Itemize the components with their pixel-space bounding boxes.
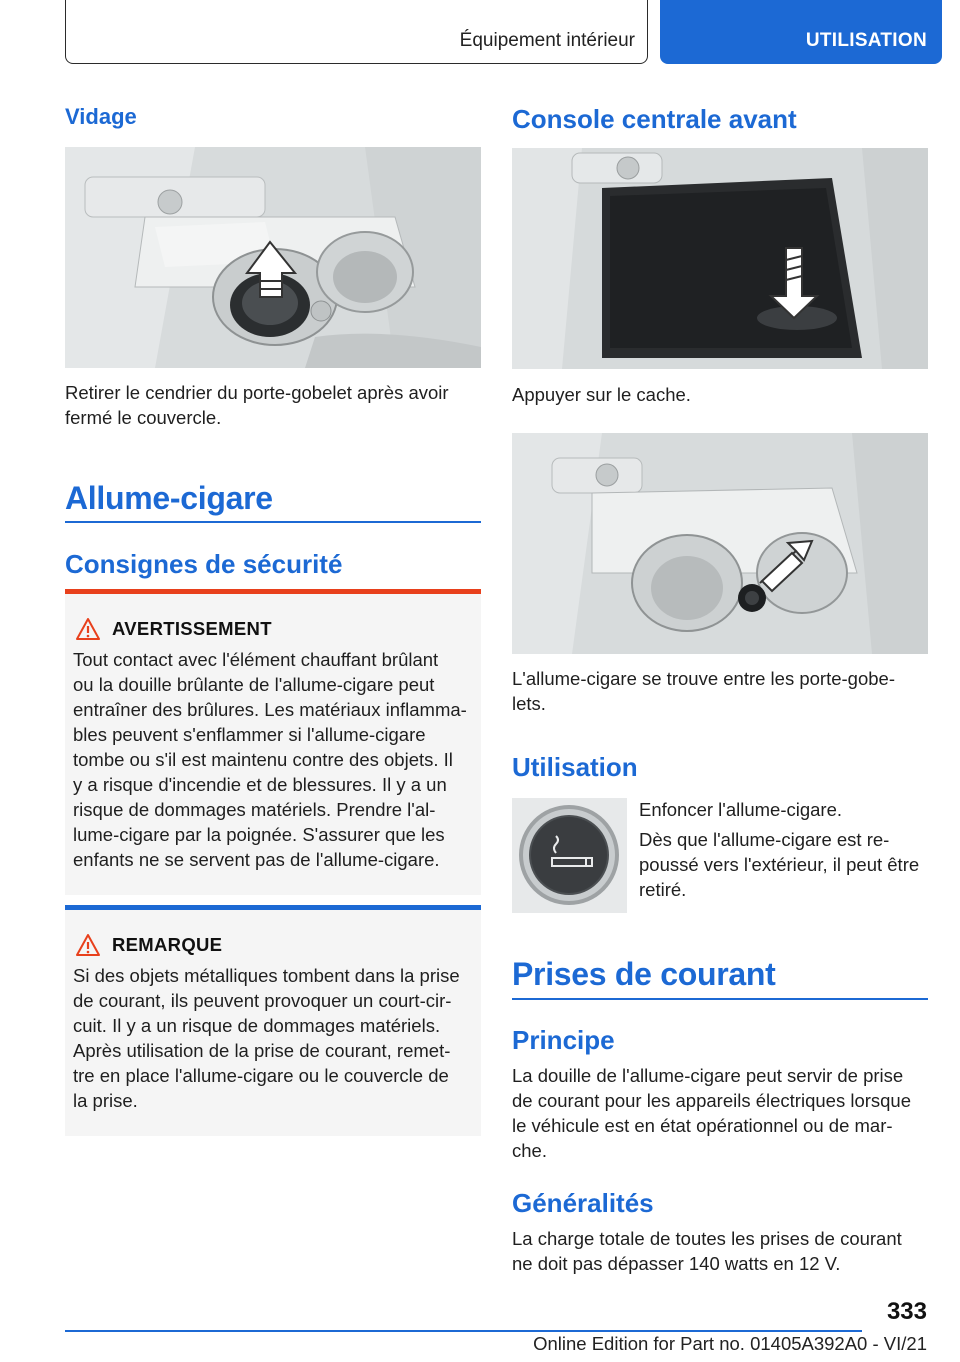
heading-rule <box>512 998 928 1000</box>
remarque-line: Après utilisation de la prise de courant, remet- <box>73 1040 451 1061</box>
section-title: UTILISATION <box>805 30 927 51</box>
location-text-line-1: L'allume-cigare se trouve entre les porte-gobe- <box>512 668 895 689</box>
warning-line: tombe ou s'il est maintenu contre des objets. Il <box>73 749 453 770</box>
footer-edition[interactable]: Online Edition for Part no. 01405A392A0 - VI/21 <box>533 1333 927 1354</box>
warning-line: lume-cigare par la poignée. S'assurer que les <box>73 824 445 845</box>
warning-box <box>65 589 481 895</box>
warning-text <box>73 647 477 872</box>
remarque-line: la prise. <box>73 1090 138 1111</box>
console-heading: Console centrale avant <box>512 104 797 134</box>
utilisation-line-1: Enfoncer l'allume-cigare. <box>639 799 843 820</box>
allume-cigare-heading: Allume-cigare <box>65 480 273 516</box>
warning-triangle-icon <box>75 617 101 641</box>
console-text: Appuyer sur le cache. <box>512 384 691 405</box>
remarque-line: tre en place l'allume-cigare ou le couvercle de <box>73 1065 449 1086</box>
console-cover-photo <box>512 148 928 369</box>
generalites-line-1: La charge totale de toutes les prises de courant <box>512 1228 902 1249</box>
principe-line-4: che. <box>512 1140 547 1161</box>
prises-heading: Prises de courant <box>512 956 776 992</box>
chapter-title: Équipement intérieur <box>459 30 635 51</box>
notice-triangle-icon <box>75 933 101 957</box>
remarque-line: de courant, ils peuvent provoquer un court-cir- <box>73 990 452 1011</box>
remarque-line: Si des objets métalliques tombent dans la prise <box>73 965 460 986</box>
remarque-line: cuit. Il y a un risque de dommages matériels. <box>73 1015 441 1036</box>
principe-line-2: de courant pour les appareils électriques lorsque <box>512 1090 912 1111</box>
warning-title: AVERTISSEMENT <box>112 618 272 639</box>
lighter-button-image <box>512 798 627 913</box>
principe-line-1: La douille de l'allume-cigare peut servir de prise <box>512 1065 904 1086</box>
section-tab[interactable] <box>660 0 942 64</box>
generalites-heading: Généralités <box>512 1188 654 1218</box>
remarque-bar <box>65 905 481 910</box>
principe-line-3: le véhicule est en état opérationnel ou de mar- <box>512 1115 893 1136</box>
warning-line: y a risque d'incendie et de blessures. Il y a un <box>73 774 447 795</box>
consignes-heading: Consignes de sécurité <box>65 549 343 579</box>
warning-line: bles peuvent s'enflammer si l'allume-cigare <box>73 724 426 745</box>
warning-bar <box>65 589 481 594</box>
vidage-text-line-2: fermé le couvercle. <box>65 407 222 428</box>
remarque-title: REMARQUE <box>112 934 223 955</box>
warning-line: entraîner des brûlures. Les matériaux inflamma- <box>73 699 467 720</box>
utilisation-line-3: poussé vers l'extérieur, il peut être <box>639 854 920 875</box>
warning-line: risque de dommages matériels. Prendre l'al- <box>73 799 436 820</box>
warning-line: ou la douille brûlante de l'allume-cigare peut <box>73 674 435 695</box>
remarque-box <box>65 905 481 1136</box>
footer-rule <box>65 1330 862 1332</box>
chapter-tab[interactable] <box>65 0 648 64</box>
location-text-line-2: lets. <box>512 693 546 714</box>
ashtray-photo <box>65 147 481 368</box>
utilisation-line-2: Dès que l'allume-cigare est re- <box>639 829 890 850</box>
lighter-location-photo <box>512 433 928 654</box>
warning-line: Tout contact avec l'élément chauffant brûlant <box>73 649 439 670</box>
utilisation-heading: Utilisation <box>512 752 638 782</box>
page-number: 333 <box>886 1298 927 1325</box>
generalites-line-2: ne doit pas dépasser 140 watts en 12 V. <box>512 1253 841 1274</box>
warning-line: enfants ne se servent pas de l'allume-cigare. <box>73 849 440 870</box>
remarque-text <box>73 963 477 1113</box>
vidage-text-line-1: Retirer le cendrier du porte-gobelet après avoir <box>65 382 449 403</box>
heading-rule <box>65 521 481 523</box>
cigarette-lighter-icon <box>512 798 627 913</box>
vidage-heading: Vidage <box>65 104 137 129</box>
utilisation-line-4: retiré. <box>639 879 687 900</box>
principe-heading: Principe <box>512 1025 615 1055</box>
